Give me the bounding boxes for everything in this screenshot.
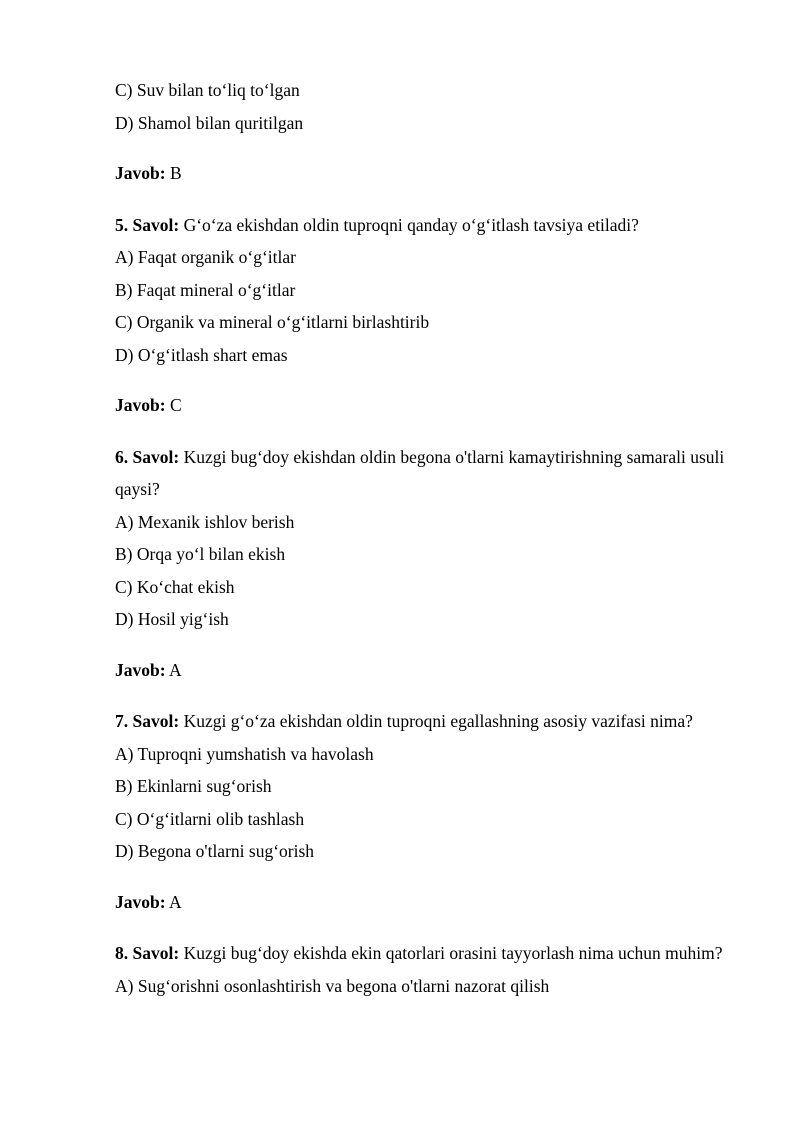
answer-line (115, 389, 755, 422)
answer-value: A (168, 891, 182, 912)
question-label: 8. Savol: (115, 943, 180, 963)
option-c: C) O‘g‘itlarni olib tashlash (115, 808, 305, 829)
question-text (115, 937, 755, 970)
option-a: A) Sug‘orishni osonlashtirish va begona o'tlarni nazorat qilish (115, 975, 550, 996)
answer-line (115, 654, 755, 687)
option-b: B) Faqat mineral o‘g‘itlar (115, 279, 296, 300)
answer-label: Javob: (115, 891, 166, 912)
question-7 (115, 705, 755, 918)
question-label: 5. Savol: (115, 214, 180, 235)
question-6 (115, 441, 755, 687)
question-text (115, 209, 755, 242)
question-text (115, 441, 755, 506)
answer-value: A (168, 659, 182, 680)
option-b: B) Orqa yo‘l bilan ekish (115, 544, 286, 564)
option-a: A) Mexanik ishlov berish (115, 511, 295, 532)
question-text (115, 705, 755, 738)
answer-line (115, 886, 755, 919)
question-label: 7. Savol: (115, 711, 180, 731)
option-d: D) Shamol bilan quritilgan (115, 112, 304, 133)
question-body: Kuzgi bug‘doy ekishdan oldin begona o'tlarni kamaytirishning samarali usuli qaysi? (115, 446, 725, 499)
question-label: 6. Savol: (115, 446, 180, 467)
answer-label: Javob: (115, 395, 166, 415)
answer-value: B (169, 163, 182, 183)
answer-label: Javob: (115, 163, 166, 183)
option-a: A) Tuproqni yumshatish va havolash (115, 743, 374, 764)
answer-value: C (169, 395, 182, 415)
question-body: Kuzgi g‘o‘za ekishdan oldin tuproqni egallashning asosiy vazifasi nima? (183, 711, 693, 731)
question-5 (115, 209, 755, 422)
question-body: G‘o‘za ekishdan oldin tuproqni qanday o‘g‘itlash tavsiya etiladi? (183, 214, 639, 235)
option-a: A) Faqat organik o‘g‘itlar (115, 247, 296, 267)
option-d: D) Hosil yig‘ish (115, 609, 229, 629)
option-c: C) Suv bilan to‘liq to‘lgan (115, 80, 300, 100)
option-d: D) Begona o'tlarni sug‘orish (115, 841, 315, 861)
option-b: B) Ekinlarni sug‘orish (115, 776, 272, 796)
option-c: C) Organik va mineral o‘g‘itlarni birlashtirib (115, 312, 430, 332)
question-8 (115, 937, 755, 1002)
document-page (115, 74, 755, 1002)
answer-line (115, 157, 755, 190)
option-d: D) O‘g‘itlash shart emas (115, 344, 288, 365)
question-4-continuation (115, 74, 755, 190)
answer-label: Javob: (115, 659, 166, 680)
question-body: Kuzgi bug‘doy ekishda ekin qatorlari orasini tayyorlash nima uchun muhim? (183, 943, 723, 963)
option-c: C) Ko‘chat ekish (115, 576, 235, 597)
